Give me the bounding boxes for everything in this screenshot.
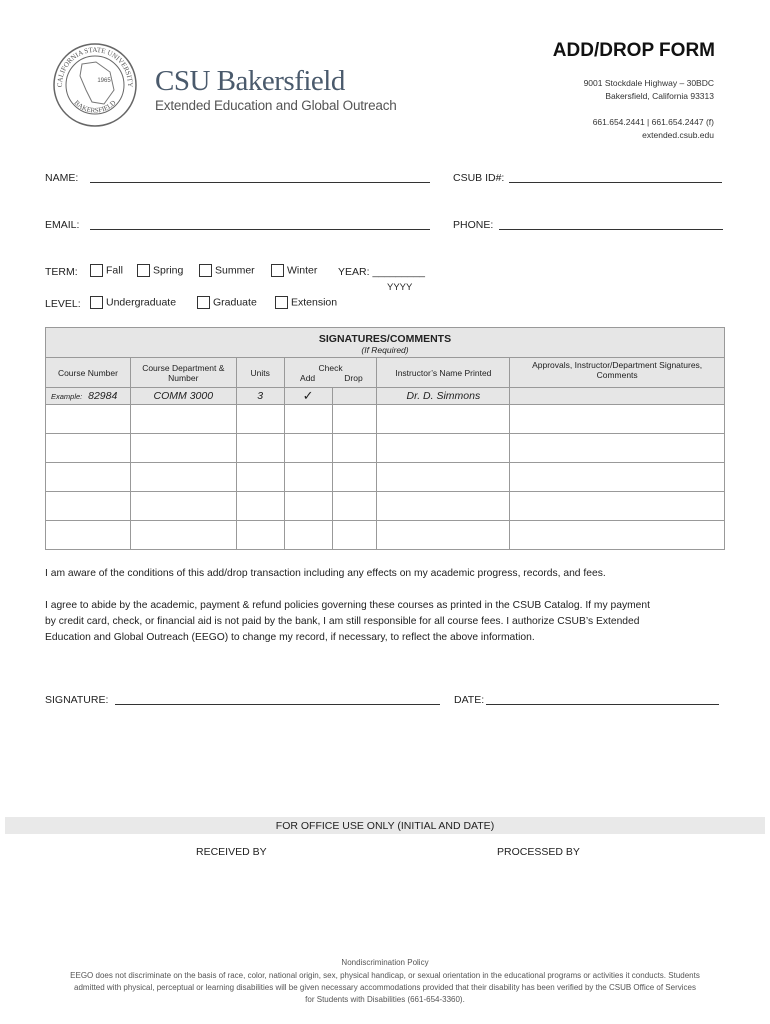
spring-checkbox[interactable] — [137, 264, 150, 277]
email-label: EMAIL: — [45, 219, 80, 231]
signatures-title: SIGNATURES/COMMENTS — [318, 332, 452, 345]
graduate-checkbox[interactable] — [197, 296, 210, 309]
term-fall-option[interactable]: Fall — [90, 264, 123, 277]
aware-statement: I am aware of the conditions of this add/drop transaction including any effects on my academic progress, records, and fees. — [45, 568, 606, 579]
brand-block — [155, 66, 397, 113]
level-undergraduate-option[interactable]: Undergraduate — [90, 296, 176, 309]
level-label: LEVEL: — [45, 298, 81, 310]
if-required-note: (If Required) — [361, 344, 409, 355]
agree-statement: I agree to abide by the academic, payment & refund policies governing these courses as printed in the CSUB Catalog. If my payment by credit card, check, or financial aid is not paid by the bank, I am still responsible for all course fees. I authorize CSUB’s Extended Education and Global Outreach (EEGO) to change my record, if necessary, to reflect the above information. — [45, 600, 650, 643]
col-add: Add — [300, 372, 316, 383]
date-field[interactable] — [486, 694, 719, 705]
brand-subtitle: Extended Education and Global Outreach — [155, 98, 397, 113]
example-row — [46, 388, 725, 405]
svg-text:BAKERSFIELD: BAKERSFIELD — [72, 98, 118, 115]
col-dept-number: Course Department & Number — [130, 358, 236, 388]
date-label: DATE: — [454, 694, 485, 706]
winter-checkbox[interactable] — [271, 264, 284, 277]
brand-name: CSU Bakersfield — [155, 65, 345, 97]
nondiscrimination-line-1: EEGO does not discriminate on the basis of race, color, national origin, sex, physical handicap, or sexual orientation in the educational programs or activities it conducts. Students — [70, 971, 700, 980]
term-summer-option[interactable]: Summer — [199, 264, 255, 277]
col-check: Check Add Drop — [284, 358, 377, 388]
level-graduate-option[interactable]: Graduate — [197, 296, 257, 309]
table-row[interactable] — [46, 521, 725, 550]
col-instructor: Instructor’s Name Printed — [377, 358, 510, 388]
csub-id-label: CSUB ID#: — [453, 172, 505, 184]
nondiscrimination-line-2: admitted with physical, perceptual or learning disabilities will be given necessary accommodations provided that their disability has been verified by the CSUB Office of Services — [74, 983, 696, 992]
col-drop: Drop — [344, 372, 363, 383]
column-header-row — [46, 358, 725, 388]
received-by-label: RECEIVED BY — [196, 846, 267, 858]
example-add-check: ✓ — [284, 388, 332, 405]
level-extension-option[interactable]: Extension — [275, 296, 337, 309]
course-table — [45, 327, 725, 550]
example-units: 3 — [236, 388, 284, 405]
nondiscrimination-title: Nondiscrimination Policy — [341, 958, 429, 967]
svg-text:1965: 1965 — [97, 78, 111, 84]
form-title: ADD/DROP FORM — [552, 40, 715, 61]
year-format-hint: YYYY — [387, 282, 413, 293]
term-winter-option[interactable]: Winter — [271, 264, 317, 277]
example-course-number: 82984 — [88, 390, 118, 402]
name-field[interactable] — [90, 172, 430, 183]
example-label: Example: — [51, 392, 83, 401]
term-label: TERM: — [45, 266, 78, 278]
nondiscrimination-line-3: for Students with Disabilities (661-654-3360). — [305, 995, 465, 1004]
university-seal-logo — [52, 42, 138, 128]
extension-checkbox[interactable] — [275, 296, 288, 309]
phone-field[interactable] — [499, 219, 723, 230]
email-field[interactable] — [90, 219, 430, 230]
website: extended.csub.edu — [642, 130, 714, 140]
table-row[interactable] — [46, 463, 725, 492]
summer-checkbox[interactable] — [199, 264, 212, 277]
example-instructor: Dr. D. Simmons — [377, 388, 510, 405]
svg-text:CALIFORNIA STATE UNIVERSITY: CALIFORNIA STATE UNIVERSITY — [55, 45, 135, 88]
example-course: COMM 3000 — [130, 388, 236, 405]
table-row[interactable] — [46, 434, 725, 463]
signature-field[interactable] — [115, 694, 440, 705]
fall-checkbox[interactable] — [90, 264, 103, 277]
signature-label: SIGNATURE: — [45, 694, 109, 706]
col-course-number: Course Number — [46, 358, 131, 388]
office-use-title: FOR OFFICE USE ONLY (INITIAL AND DATE) — [275, 820, 495, 832]
csub-id-field[interactable] — [509, 172, 722, 183]
col-units: Units — [236, 358, 284, 388]
name-label: NAME: — [45, 172, 79, 184]
signatures-header-row — [46, 328, 725, 358]
address-line-1: 9001 Stockdale Highway – 30BDC — [583, 78, 714, 88]
table-row[interactable] — [46, 405, 725, 434]
phone-fax: 661.654.2441 | 661.654.2447 (f) — [592, 117, 714, 127]
undergraduate-checkbox[interactable] — [90, 296, 103, 309]
col-approvals: Approvals, Instructor/Department Signatures, Comments — [510, 358, 725, 388]
phone-label: PHONE: — [453, 219, 494, 231]
example-drop — [332, 388, 377, 405]
table-row[interactable] — [46, 492, 725, 521]
address-line-2: Bakersfield, California 93313 — [605, 91, 714, 101]
term-spring-option[interactable]: Spring — [137, 264, 183, 277]
processed-by-label: PROCESSED BY — [497, 846, 580, 858]
year-field[interactable]: YEAR: _________ — [338, 266, 425, 278]
example-approvals — [510, 388, 725, 405]
